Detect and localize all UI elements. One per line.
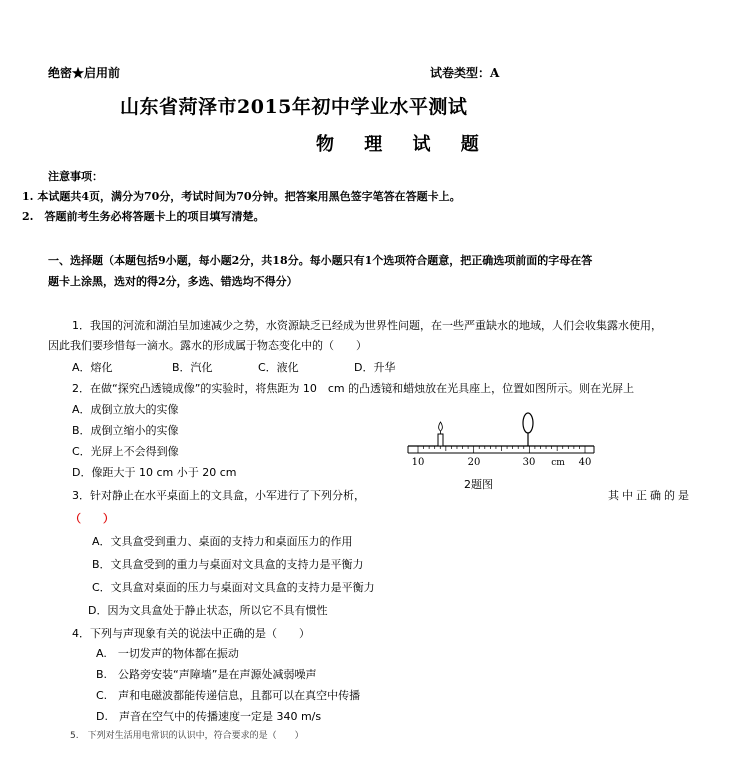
q2-option-b: B．成倒立缩小的实像	[72, 424, 179, 437]
candle	[438, 434, 443, 446]
candle-flame	[439, 422, 443, 431]
q2-option-a: A．成倒立放大的实像	[72, 403, 179, 416]
q4-option-a: A. 一切发声的物体都在振动	[96, 647, 239, 660]
q1-option-b: B．汽化	[172, 361, 213, 374]
ruler-ticks	[418, 446, 585, 453]
paper-type-label: 试卷类型：A	[430, 66, 500, 80]
q5-stem-partial: 5. 下列对生活用电常识的认识中，符合要求的是（ ）	[70, 731, 304, 741]
optical-bench-figure	[404, 410, 600, 472]
q2-option-c: C．光屏上不会得到像	[72, 445, 179, 458]
q3-option-c: C．文具盒对桌面的压力与桌面对文具盒的支持力是平衡力	[92, 581, 375, 594]
q1-option-c: C．液化	[258, 361, 299, 374]
convex-lens	[523, 413, 533, 433]
q2-stem: 2．在做“探究凸透镜成像”的实验时，将焦距为 10 cm 的凸透镜和蜡烛放在光具座上，位置如图所示。则在光屏上	[72, 382, 635, 395]
q3-stem-left: 3．针对静止在水平桌面上的文具盒，小军进行了下列分析，	[72, 489, 365, 502]
q4-option-c: C. 声和电磁波都能传递信息，且都可以在真空中传播	[96, 689, 361, 702]
page-subtitle: 物 理 试 题	[316, 134, 491, 155]
q4-option-b: B. 公路旁安装“声障墙”是在声源处减弱噪声	[96, 668, 317, 681]
notes-item-1: 1. 本试题共4页，满分为70分，考试时间为70分钟。把答案用黑色签字笔答在答题卡上。	[22, 190, 461, 203]
tick-label-30: 30	[522, 457, 536, 468]
tick-label-10: 10	[411, 457, 425, 468]
tick-label-40: 40	[578, 457, 592, 468]
notes-heading: 注意事项：	[48, 170, 103, 183]
q2-option-d: D．像距大于 10 cm 小于 20 cm	[72, 466, 237, 479]
q4-stem: 4．下列与声现象有关的说法中正确的是（ ）	[72, 627, 310, 640]
q4-option-d: D. 声音在空气中的传播速度一定是 340 m/s	[96, 710, 322, 723]
unit-label: cm	[551, 458, 565, 468]
q3-stem-right: 其中正确的是	[608, 489, 692, 502]
tick-label-20: 20	[467, 457, 481, 468]
section1-line1: 一、选择题（本题包括9小题，每小题2分，共18分。每小题只有1个选项符合题意，把正确选项前面的字母在答	[48, 254, 593, 267]
q3-option-d: D．因为文具盒处于静止状态，所以它不具有惯性	[88, 604, 328, 617]
q1-stem-line1: 1．我国的河流和湖泊呈加速减少之势，水资源缺乏已经成为世界性问题，在一些严重缺水的地域，人们会收集露水使用，	[72, 319, 662, 332]
q1-option-a: A．熔化	[72, 361, 113, 374]
section1-line2: 题卡上涂黑，选对的得2分，多选、错选均不得分）	[48, 275, 298, 288]
figure-caption: 2题图	[464, 478, 493, 491]
q3-option-b: B．文具盒受到的重力与桌面对文具盒的支持力是平衡力	[92, 558, 364, 571]
notes-item-2: 2. 答题前考生务必将答题卡上的项目填写清楚。	[22, 210, 265, 223]
page-title: 山东省菏泽市2015年初中学业水平测试	[120, 96, 468, 118]
secret-label: 绝密★启用前	[48, 66, 121, 80]
q3-option-a: A．文具盒受到重力、桌面的支持力和桌面压力的作用	[92, 535, 353, 548]
q1-option-d: D．升华	[354, 361, 396, 374]
q3-answer-paren: （ ）	[70, 512, 114, 525]
q1-stem-line2: 因此我们要珍惜每一滴水。露水的形成属于物态变化中的（ ）	[48, 339, 367, 352]
